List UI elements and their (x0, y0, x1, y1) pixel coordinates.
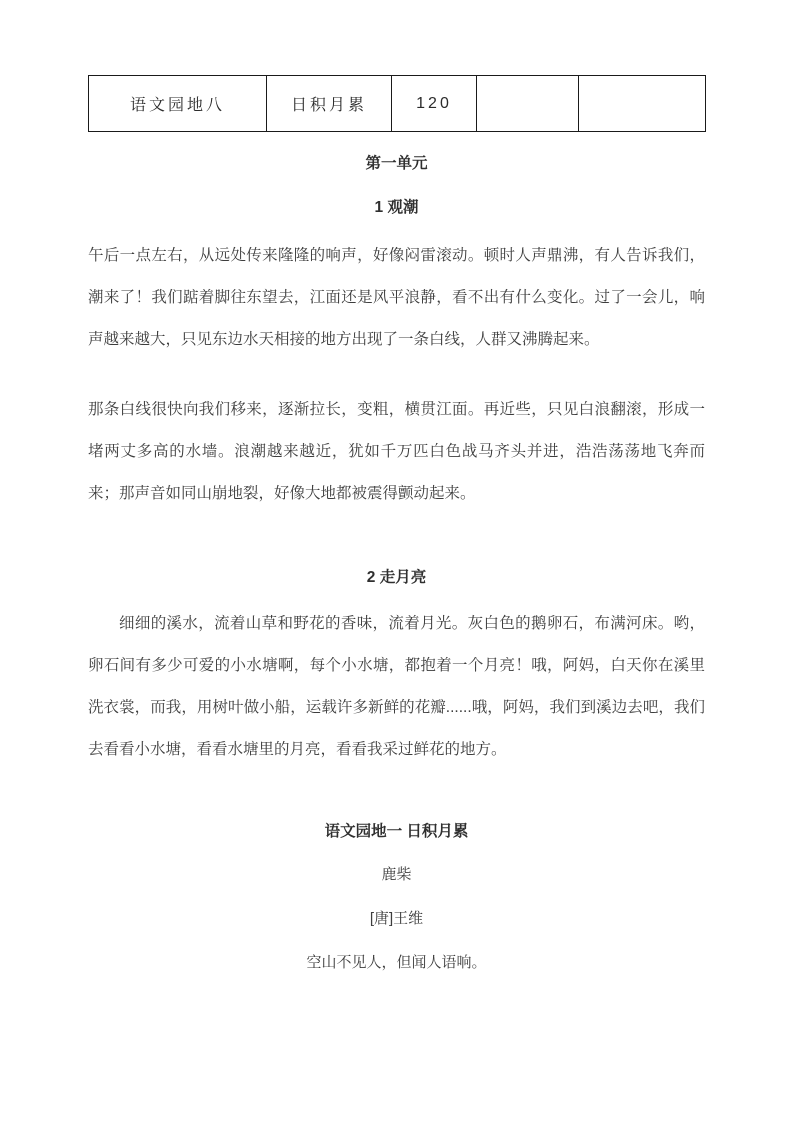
poem-author: [唐]王维 (369, 910, 424, 927)
paragraph-zouyueliang: 细细的溪水，流着山草和野花的香味，流着月光。灰白色的鹅卵石，布满河床。哟，卵石间有多少可爱的小水塘啊，每个小水塘，都抱着一个月亮！哦，阿妈，白天你在溪里洗衣裳，而我，用树叶做小船，运载许多新鲜的花瓣......哦，阿妈，我们到溪边去吧，我们去看看小水塘，看看水塘里的月亮，看看我采过鲜花的地方。 (88, 615, 705, 758)
poem-title: 鹿柴 (381, 866, 412, 883)
garden-heading: 语文园地一 日积月累 (324, 823, 469, 840)
table-cell-title: 语文园地八 (89, 76, 267, 132)
poem-line-1: 空山不见人，但闻人语响。 (306, 954, 487, 971)
paragraph-guanchao-1: 午后一点左右，从远处传来隆隆的响声，好像闷雷滚动。顿时人声鼎沸，有人告诉我们，潮来了！我们踮着脚往东望去，江面还是风平浪静，看不出有什么变化。过了一会儿，响声越来越大，只见东边水天相接的地方出现了一条白线，人群又沸腾起来。 (88, 247, 705, 348)
header-table (88, 75, 706, 132)
unit-heading: 第一单元 (365, 155, 428, 172)
lesson2-heading: 2 走月亮 (366, 569, 427, 586)
table-row (89, 76, 706, 132)
paragraph-guanchao-2: 那条白线很快向我们移来，逐渐拉长，变粗，横贯江面。再近些，只见白浪翻滚，形成一堵两丈多高的水墙。浪潮越来越近，犹如千万匹白色战马齐头并进，浩浩荡荡地飞奔而来；那声音如同山崩地裂，好像大地都被震得颤动起来。 (88, 401, 705, 502)
table-cell-empty-2 (579, 76, 706, 132)
table-cell-section: 日积月累 (267, 76, 392, 132)
lesson1-heading: 1 观潮 (374, 199, 419, 216)
table-cell-page-number: 120 (392, 76, 477, 132)
table-cell-empty-1 (477, 76, 579, 132)
